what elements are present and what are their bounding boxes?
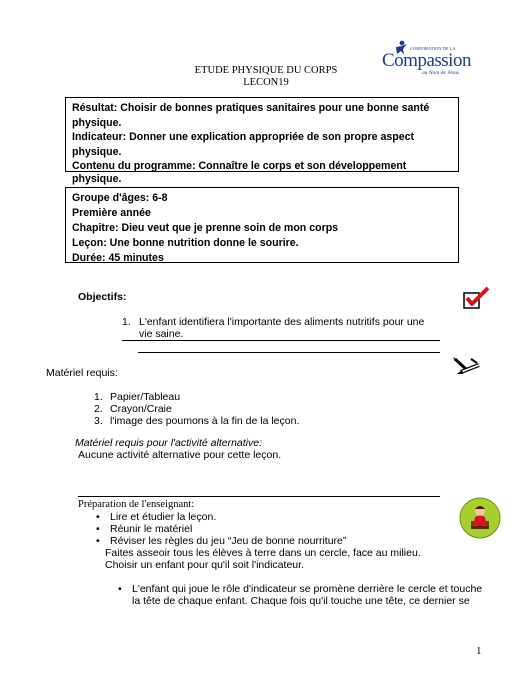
objective-line-1: L'enfant identifiera l'importante des aliments nutritifs pour une [139, 316, 425, 328]
preparation-heading: Préparation de l'enseignant: [78, 499, 195, 510]
pencil-tools-icon [451, 355, 483, 377]
indicator-line-1: Indicateur: Donner une explication appropriée de son propre aspect [72, 131, 415, 143]
logo-small-text: CORPORATION DE LA [410, 46, 456, 51]
school-year: Première année [72, 207, 151, 219]
alternative-materials-heading: Matériel requis pour l'activité alternative: [75, 437, 263, 449]
checkbox-check-icon [462, 286, 490, 310]
outcome-line-2: physique. [72, 116, 122, 129]
age-group: Groupe d'âges: 6-8 [72, 192, 168, 204]
duration: Durée: 45 minutes [72, 252, 164, 264]
lesson-name: Leçon: Une bonne nutrition donne le sourire. [72, 237, 299, 249]
alternative-materials-text: Aucune activité alternative pour cette leçon. [78, 449, 282, 461]
prep-item: Réviser les règles du jeu “Jeu de bonne nourriture” [110, 535, 347, 547]
material-item: l'image des poumons à la fin de la leçon. [110, 415, 300, 427]
outcome-box [65, 97, 459, 185]
divider-line [78, 496, 440, 497]
title-line-2: LECON19 [243, 77, 289, 88]
page-number: 1 [476, 645, 482, 657]
material-number: 2. [94, 403, 103, 415]
divider-line [122, 340, 440, 341]
bullet-dot: • [118, 583, 122, 595]
divider-line [138, 352, 440, 353]
objective-line-2: vie saine. [139, 328, 184, 340]
prep-item-line-2: la tête de chaque enfant. Chaque fois qu'il touche une tête, ce dernier se [132, 595, 470, 607]
bullet-dot: • [96, 535, 100, 547]
title-line-1: ETUDE PHYSIQUE DU CORPS [194, 65, 338, 76]
prep-item-line-1: L'enfant qui joue le rôle d'indicateur se promène derrière le cercle et touche [132, 583, 483, 595]
bullet-dot: • [96, 511, 100, 523]
teacher-icon [459, 497, 501, 539]
chapter: Chapitre: Dieu veut que je prenne soin de mon corps [72, 222, 339, 234]
logo-main-text: Compassion [382, 50, 471, 71]
lesson-info-box [65, 187, 459, 263]
compassion-logo [380, 40, 475, 80]
program-content-line: Contenu du programme: Connaître le corps et son développement physique. [72, 160, 407, 185]
material-item: Crayon/Craie [110, 403, 172, 415]
outcome-line-1: Résultat: Choisir de bonnes pratiques sanitaires pour une bonne santé [72, 102, 430, 114]
prep-paragraph-line-2: Choisir un enfant pour qu'il soit l'indicateur. [105, 559, 304, 571]
bullet-dot: • [96, 523, 100, 535]
material-item: Papier/Tableau [110, 391, 181, 403]
materials-heading: Matériel requis: [46, 367, 118, 379]
objectives-heading: Objectifs: [78, 291, 127, 303]
prep-paragraph-line-1: Faites asseoir tous les élèves à terre dans un cercle, face au milieu. [105, 547, 421, 559]
prep-item: Réunir le matériel [110, 523, 193, 535]
material-number: 3. [94, 415, 103, 427]
material-number: 1. [94, 391, 103, 403]
prep-item: Lire et étudier la leçon. [110, 511, 217, 523]
logo-sub-text: au Nom de Jésus [422, 70, 460, 76]
indicator-line-2: physique. [72, 145, 122, 158]
objective-number: 1. [122, 316, 131, 328]
